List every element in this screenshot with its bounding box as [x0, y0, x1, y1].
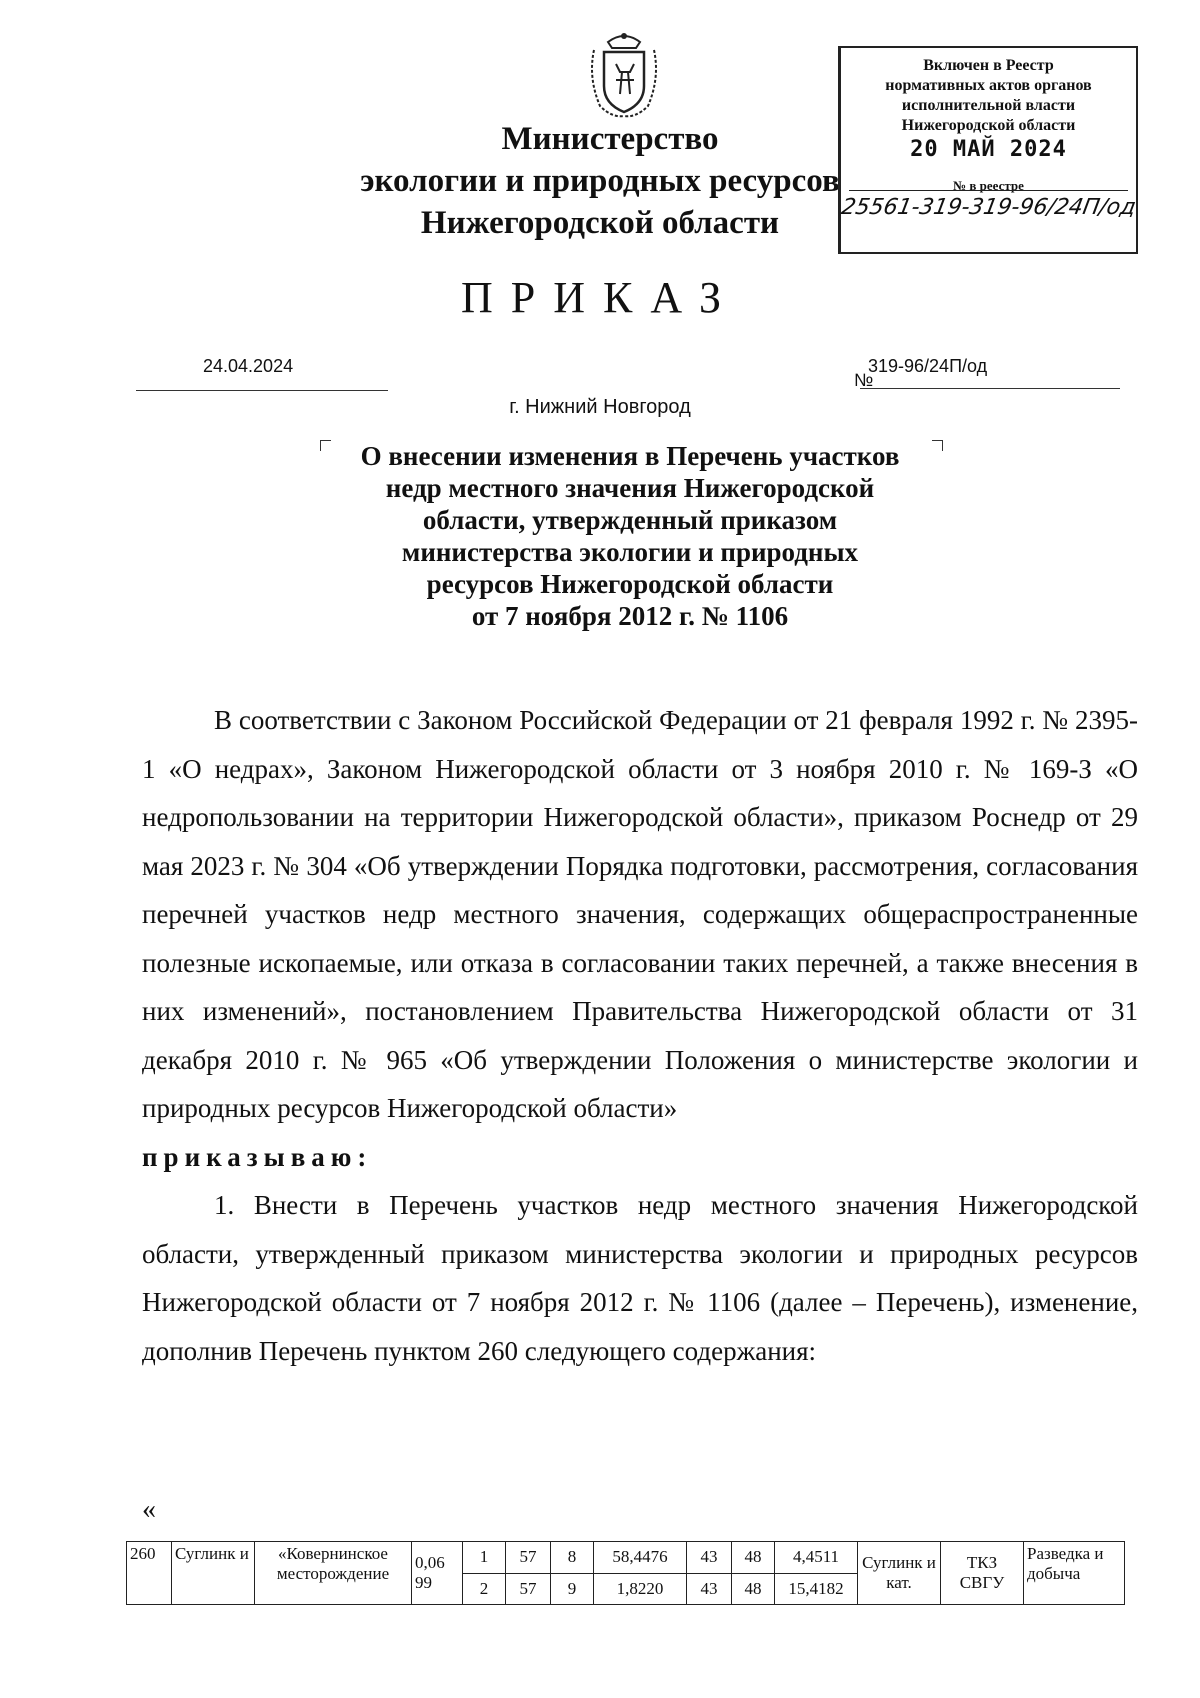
stamp-handwritten-number: 25561-319-319-96/24П/од [839, 195, 1138, 220]
stamp-number-label: № в реестре [953, 178, 1024, 193]
cell-purpose: Разведка и добыча [1024, 1542, 1125, 1605]
preamble-paragraph: В соответствии с Законом Российской Федерации от 21 февраля 1992 г. № 2395-1 «О недрах», Законом Нижегородской области от 3 ноября 2010 г. № 169-З «О недропользовании на территории Нижегородской области», приказом Роснедр от 29 мая 2023 г. № 304 «Об утверждении Порядка подготовки, рассмотрения, согласования перечней участков недр местного значения, содержащих общераспространенные полезные ископаемые, или отказа в согласовании таких перечней, а также внесения в них изменений», постановлением Правительства Нижегородской области от 31 декабря 2010 г. № 965 «Об утверждении Положения о министерстве экологии и природных ресурсов Нижегородской области» [142, 705, 1138, 1123]
cell-category: Суглинк и кат. [858, 1542, 941, 1605]
subject-line: области, утвержденный приказом [422, 505, 838, 535]
cell: 4,4511 [775, 1542, 858, 1574]
subject-line: ресурсов Нижегородской области [426, 569, 834, 599]
cell: 58,4476 [594, 1542, 687, 1574]
number-label: № [854, 370, 874, 390]
item-1-paragraph: 1. Внести в Перечень участков недр местного значения Нижегородской области, утвержденный приказом министерства экологии и природных ресурсов Нижегородской области от 7 ноября 2012 г. № 1106 (далее – Перечень), изменение, дополнив Перечень пунктом 260 следующего содержания: [142, 1190, 1138, 1366]
cell-area: 0,06 99 [412, 1542, 463, 1605]
city: г. Нижний Новгород [509, 396, 691, 418]
date-underline [136, 390, 388, 391]
document-type: ПРИКАЗ [460, 273, 740, 322]
sites-table [126, 1541, 1125, 1605]
subject-line: О внесении изменения в Перечень участков [360, 441, 900, 471]
cell: 9 [551, 1573, 594, 1605]
registry-stamp [838, 46, 1138, 254]
cell-mineral: Суглинк и [172, 1542, 255, 1605]
cell: 1 [463, 1542, 506, 1574]
document-subject [300, 440, 960, 632]
order-word: приказываю: [142, 1141, 373, 1172]
cell: 2 [463, 1573, 506, 1605]
cell: 43 [687, 1542, 732, 1574]
subject-line: недр местного значения Нижегородской [385, 473, 875, 503]
cell: 57 [506, 1573, 551, 1605]
stamp-line-4: Нижегородской области [901, 117, 1076, 134]
stamp-line-2: нормативных актов органов [885, 77, 1092, 94]
cell: 1,8220 [594, 1573, 687, 1605]
cell-approval: ТКЗ СВГУ [941, 1542, 1024, 1605]
subject-line: от 7 ноября 2012 г. № 1106 [471, 601, 789, 631]
ministry-title [300, 118, 900, 244]
subject-line: министерства экологии и природных [401, 537, 859, 567]
stamp-date: 20 МАЙ 2024 [910, 137, 1067, 162]
cell: 43 [687, 1573, 732, 1605]
document-date: 24.04.2024 [203, 356, 294, 376]
cell: 48 [732, 1542, 775, 1574]
stamp-line-1: Включен в Реестр [923, 57, 1054, 74]
cell: 48 [732, 1573, 775, 1605]
stamp-divider [849, 190, 1128, 191]
coat-of-arms-icon [586, 28, 662, 120]
ministry-line-1: Министерство [501, 121, 719, 157]
stamp-line-3: исполнительной власти [901, 97, 1076, 114]
table-row [127, 1542, 1125, 1574]
ministry-line-3: Нижегородской области [420, 205, 780, 241]
document-number: 319-96/24П/од [868, 356, 988, 376]
cell-site-name: «Ковернинское месторождение [255, 1542, 412, 1605]
cell-number: 260 [127, 1542, 172, 1605]
cell: 15,4182 [775, 1573, 858, 1605]
cell: 57 [506, 1542, 551, 1574]
number-underline [860, 388, 1120, 389]
ministry-line-2: экологии и природных ресурсов [360, 163, 840, 199]
cell: 8 [551, 1542, 594, 1574]
document-body [142, 696, 1138, 1375]
open-quote: « [142, 1494, 156, 1525]
